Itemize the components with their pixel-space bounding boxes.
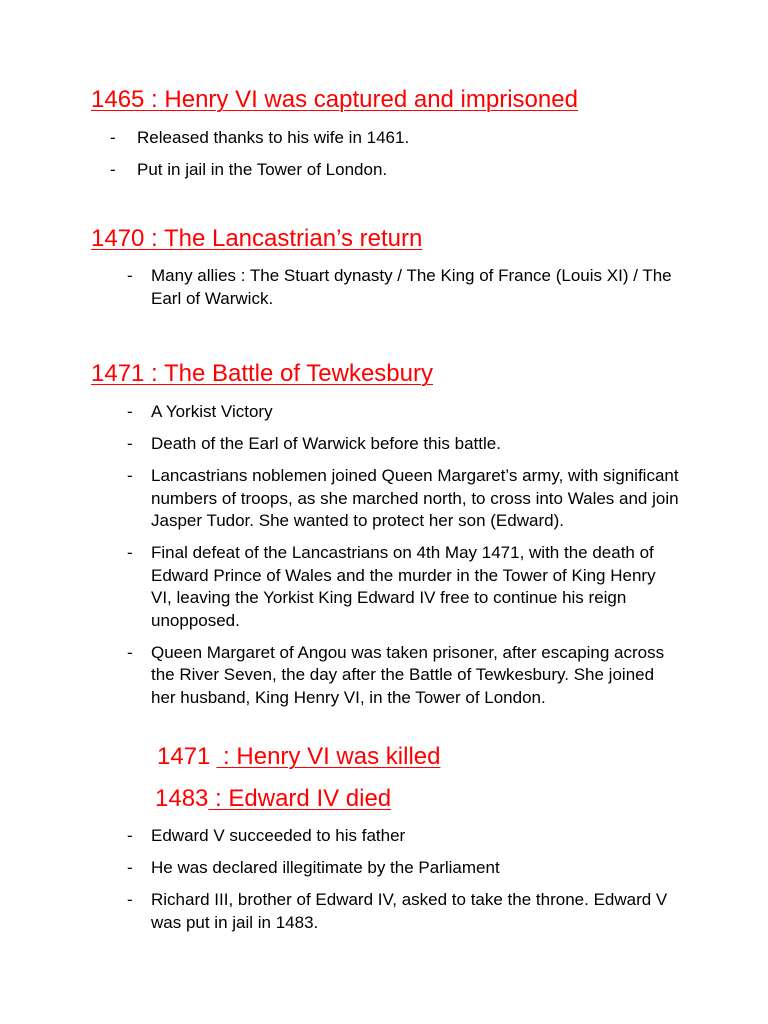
bullet-list-1470 [127, 265, 679, 310]
list-item [127, 857, 679, 880]
bullet-text: Queen Margaret of Angou was taken prisoner, after escaping across the River Seven, the day after the Battle of Tewkesbury. She joined her husband, King Henry VI, in the Tower of London. [151, 642, 665, 707]
bullet-text: Death of the Earl of Warwick before this battle. [151, 434, 501, 453]
bullet-text: Richard III, brother of Edward IV, asked to take the throne. Edward V was put in jail in 1483. [151, 890, 668, 932]
list-item [110, 127, 710, 150]
bullet-text: Lancastrians noblemen joined Queen Margaret’s army, with significant numbers of troops, as she marched north, to cross into Wales and join Jasper Tudor. She wanted to protect her son (Edward). [151, 466, 679, 530]
bullet-text: Many allies : The Stuart dynasty / The King of France (Louis XI) / The Earl of Warwick. [151, 266, 672, 308]
list-item [127, 642, 679, 710]
heading-1483 [155, 785, 391, 813]
heading-1465: 1465 : Henry VI was captured and imprisoned [91, 86, 578, 113]
bullet-text: Put in jail in the Tower of London. [137, 160, 388, 179]
bullet-dash: - [127, 890, 133, 909]
list-item [127, 542, 679, 632]
heading-year: 1483 [155, 785, 209, 812]
bullet-dash: - [110, 160, 116, 179]
bullet-text: Edward V succeeded to his father [151, 826, 406, 845]
list-item [127, 889, 679, 934]
bullet-text: Final defeat of the Lancastrians on 4th May 1471, with the death of Edward Prince of Wales and the murder in the Tower of King Henry VI, leaving the Yorkist King Edward IV free to continue his reign unopposed. [151, 543, 656, 630]
bullet-dash: - [127, 466, 133, 485]
bullet-text: A Yorkist Victory [151, 402, 273, 421]
bullet-text: He was declared illegitimate by the Parliament [151, 858, 500, 877]
heading-text: : Edward IV died [208, 785, 392, 812]
bullet-list-1483 [127, 825, 679, 934]
heading-1471-killed [157, 743, 440, 771]
heading-1471-battle: 1471 : The Battle of Tewkesbury [91, 360, 433, 387]
bullet-dash: - [127, 402, 133, 421]
heading-text: : Henry VI was killed [216, 743, 441, 770]
heading-1470: 1470 : The Lancastrian’s return [91, 225, 423, 252]
bullet-dash: - [127, 266, 133, 285]
list-item [127, 465, 679, 533]
bullet-text: Released thanks to his wife in 1461. [137, 128, 410, 147]
bullet-list-1465 [110, 127, 710, 182]
bullet-dash: - [127, 543, 133, 562]
list-item [127, 825, 679, 848]
list-item [127, 433, 679, 456]
list-item [127, 401, 679, 424]
bullet-dash: - [127, 434, 133, 453]
list-item [127, 265, 679, 310]
bullet-dash: - [110, 128, 116, 147]
list-item [110, 159, 710, 182]
heading-year: 1471 [157, 743, 211, 770]
bullet-dash: - [127, 826, 133, 845]
bullet-dash: - [127, 858, 133, 877]
bullet-dash: - [127, 642, 133, 662]
bullet-list-1471-battle [127, 401, 679, 709]
